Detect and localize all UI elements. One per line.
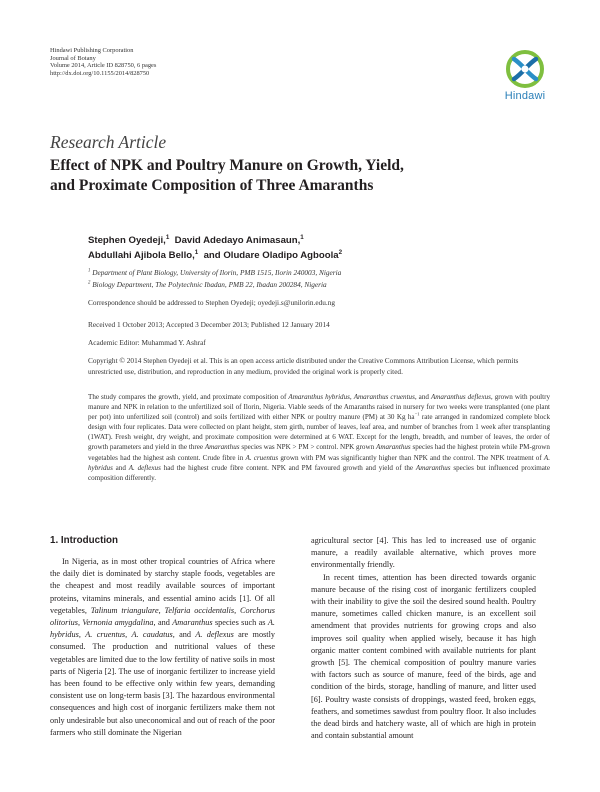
- author-line: Abdullahi Ajibola Bello,$^1$ and Oludare Oladipo Agboola$^2$: [88, 248, 343, 261]
- author-list: [88, 233, 342, 263]
- article-title: [50, 156, 550, 196]
- journal-header: [50, 47, 156, 77]
- logo-text: Hindawi: [504, 90, 546, 102]
- author-name: Abdullahi Ajibola Bello,: [88, 250, 195, 261]
- hindawi-logo: [497, 50, 553, 102]
- title-line: and Proximate Composition of Three Amaranths: [50, 177, 374, 194]
- paragraph: In Nigeria, as in most other tropical countries of Africa where the daily diet is dominated by starchy staple foods, vegetables are the cheapest and most readily available sources of important proteins, vitamins minerals, and essential amino acids [1]. Of all vegetables, Talinum triangulare, Telfaria occidentalis, Corchorus olitorius, Vernonia amygdalina, and Amaranthus species such as A. hybridus, A. cruentus, A. caudatus, and A. deflexus are mostly consumed. The production and nutritional values of these vegetables are limited due to the low fertility of native soils in most parts of Nigeria [2]. The use of inorganic fertilizer to increase yield has been found to be effective only within few years, demanding consistent use on long-term basis [3]. The hazardous environmental consequences and high cost of inorganic fertilizers make them not only undesirable but also uneconomical and out of reach of the poor farmers who still dominate the Nigerian: [50, 557, 276, 737]
- title-line: Effect of NPK and Poultry Manure on Growth, Yield,: [50, 157, 404, 174]
- academic-editor: Academic Editor: Muhammad Y. Ashraf: [88, 338, 206, 347]
- author-line: Stephen Oyedeji,$^1$ David Adedayo Animasaun,$^1$: [88, 233, 304, 246]
- affiliation: $^2$ Biology Department, The Polytechnic Ibadan, PMB 22, Ibadan 200284, Nigeria: [88, 279, 327, 289]
- paragraph: In recent times, attention has been directed towards organic manure because of the rising cost of inorganic fertilizers coupled with their inability to give the soil the desired sound health. Poultry manure, sometimes called chicken manure, is an excellent soil amendment that provides nutrients for growing crops and also improves soil quality when applied wisely, because it has high organic matter content combined with available nutrients for plant growth [5]. The chemical composition of poultry manure varies with factors such as source of manure, feed of the birds, age and condition of the birds, storage, handling of manure, and litter used [6]. Poultry waste consists of droppings, wasted feed, broken eggs, feathers, and sometimes sawdust from poultry floor. It also includes the dead birds and hatchery waste, all of which are high in protein and contain substantial amount: [311, 572, 536, 741]
- body-column-right: [311, 535, 536, 742]
- affiliations: [88, 267, 341, 290]
- paragraph: agricultural sector [4]. This has led to increased use of organic manure, a readily available alternative, which proves more environmentally friendly.: [311, 536, 536, 570]
- section-heading: 1. Introduction: [50, 535, 119, 546]
- article-type: Research Article: [50, 132, 167, 152]
- affiliation: $^1$ Department of Plant Biology, University of Ilorin, PMB 1515, Ilorin 240003, Nigeria: [88, 268, 342, 277]
- copyright-notice: Copyright © 2014 Stephen Oyedeji et al. This is an open access article distributed under the Creative Commons Attribution License, which permits unrestricted use, distribution, and reproduction in any medium, provided the original work is properly cited.: [88, 356, 519, 376]
- article-dates: Received 1 October 2013; Accepted 3 December 2013; Published 12 January 2014: [88, 320, 330, 329]
- volume-info: Volume 2014, Article ID 828750, 6 pages: [50, 62, 157, 70]
- journal-name: Journal of Botany: [50, 54, 96, 62]
- publisher: Hindawi Publishing Corporation: [50, 47, 134, 54]
- author-name: David Adedayo Animasaun,: [174, 235, 301, 246]
- correspondence: Correspondence should be addressed to Stephen Oyedeji; oyedeji.s@unilorin.edu.ng: [88, 298, 336, 307]
- hindawi-logo-icon: [506, 50, 544, 88]
- author-name: Stephen Oyedeji,: [88, 235, 166, 246]
- author-name: and Oludare Oladipo Agboola: [203, 250, 339, 261]
- body-column-left: [50, 535, 275, 739]
- doi-link[interactable]: http://dx.doi.org/10.1155/2014/828750: [50, 69, 150, 77]
- abstract: The study compares the growth, yield, and proximate composition of Amaranthus hybridus, Amaranthus cruentus, and Amaranthus deflexus, grown with poultry manure and NPK in relation to the unfertilized soil of Ilorin, Nigeria. Viable seeds of the Amaranths raised in nursery for two weeks were transplanted (one plant per pot) into unfertilized soil (control) and soils fertilized with either NPK or poultry manure (PM) at 30 Kg $ha^{-1}$ rate arranged in randomized complete block design with four replicates. Data were collected on plant height, stem girth, number of leaves, leaf area, and number of branches from 1 week after transplanting (1WAT). Fresh weight, dry weight, and proximate composition were determined at 6 WAT. Except for the length, breadth, and number of leaves, the order of growth parameters and yield in the three Amaranthus species was NPK > PM > control. NPK grown Amaranthus species had the highest protein while PM-grown vegetables had the highest ash content. Crude fibre in A. cruentus grown with PM was significantly higher than NPK and the control. The NPK treatment of A. hybridus and A. deflexus had the highest crude fibre content. NPK and PM favoured growth and yield of the Amaranthus species but influenced proximate composition differently.: [88, 393, 551, 482]
